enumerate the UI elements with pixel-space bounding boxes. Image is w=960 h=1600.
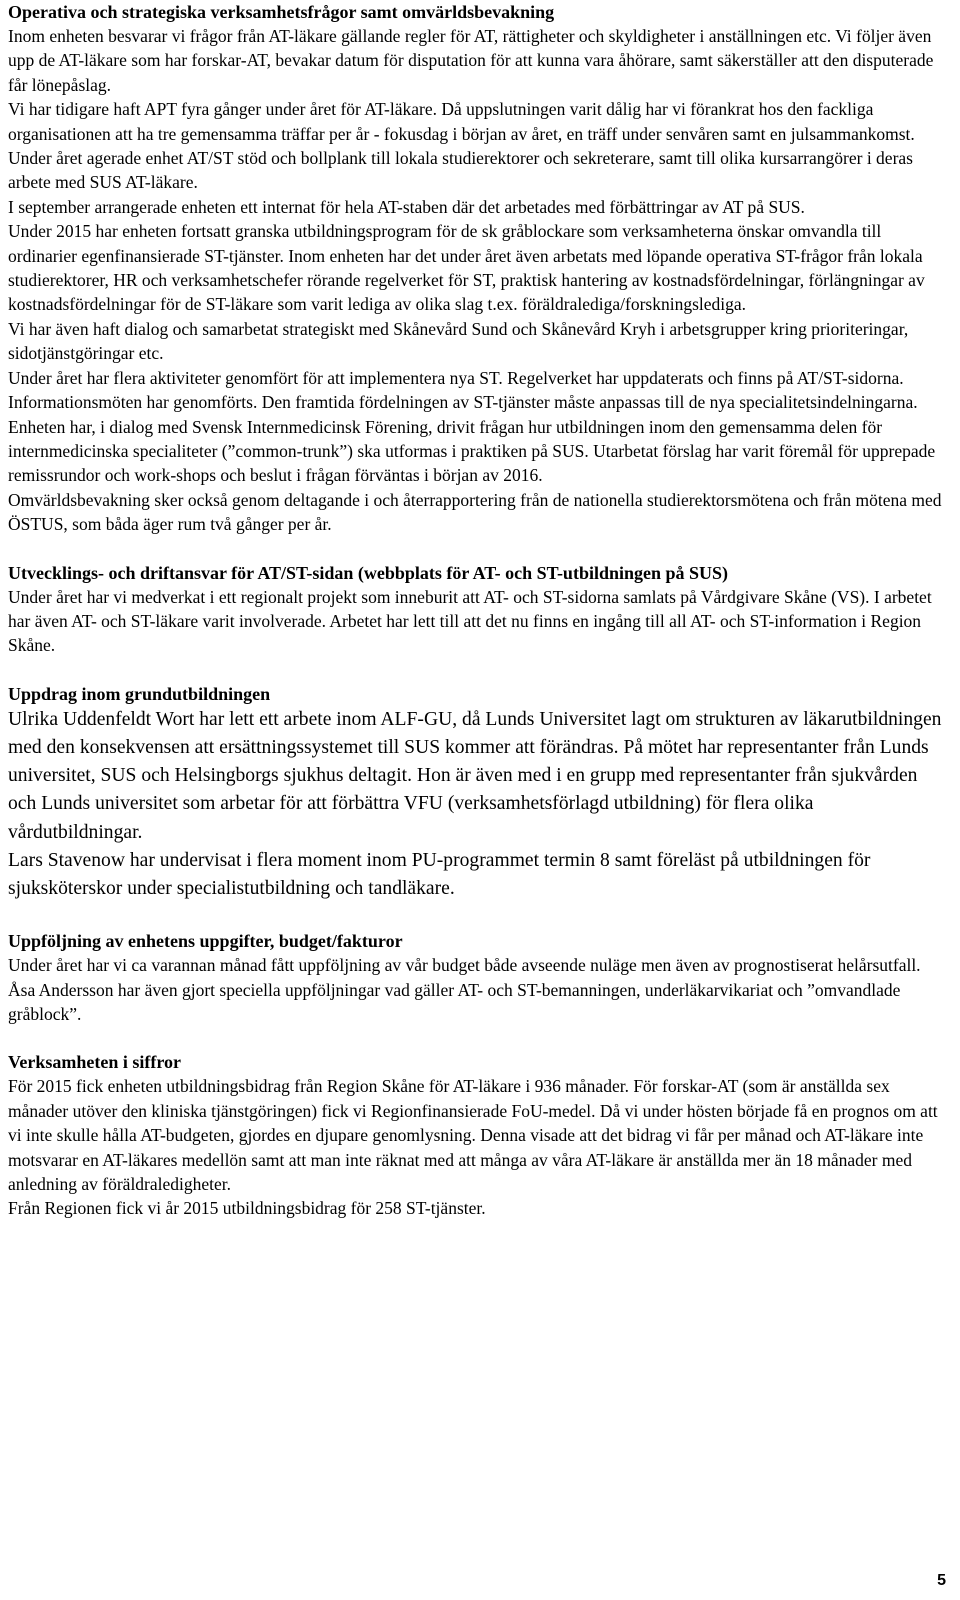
- section-utvecklings: [8, 561, 948, 658]
- paragraph: Under året har vi ca varannan månad fått uppföljning av vår budget både avseende nuläge men även av prognostiserat helårsutfall. Åsa Andersson har även gjort speciella uppföljningar vad gäller AT- och ST-bemanningen, underläkarvikariat och ”omvandlade gråblock”.: [8, 955, 921, 1024]
- paragraph: Lars Stavenow har undervisat i flera moment inom PU-programmet termin 8 samt föreläst på utbildningen för sjuksköterskor under specialistutbildning och tandläkare.: [8, 849, 871, 899]
- section-heading: Utvecklings- och driftansvar för AT/ST-sidan (webbplats för AT- och ST-utbildningen på SUS): [8, 562, 729, 583]
- paragraph: Ulrika Uddenfeldt Wort har lett ett arbete inom ALF-GU, då Lunds Universitet lagt om strukturen av läkarutbildningen med den konsekvensen att ersättningssystemet till SUS kommer att förändras. På mötet har representanter från Lunds universitet, SUS och Helsingborgs sjukhus deltagit. Hon är även med i en grupp med representanter från sjukvården och Lunds universitet som arbetar för att förbättra VFU (verksamhetsförlagd utbildning) för flera olika vårdutbildningar.: [8, 708, 942, 843]
- paragraph: Omvärldsbevakning sker också genom deltagande i och återrapportering från de nationella studierektorsmötena och från mötena med ÖSTUS, som båda äger rum två gånger per år.: [8, 489, 942, 535]
- paragraph: Under året har flera aktiviteter genomfört för att implementera nya ST. Regelverket har uppdaterats och finns på AT/ST-sidorna. Informationsmöten har genomförts. Den framtida fördelningen av ST-tjänster måste anpassas till de nya specialitetsindelningarna. Enheten har, i dialog med Svensk Internmedicinsk Förening, drivit frågan hur utbildningen inom den gemensamma delen för internmedicinska specialiteter (”common-trunk”) ska utformas i praktiken på SUS. Utarbetat förslag har varit föremål för upprepade remissrundor och work-shops och beslut i frågan förväntas i början av 2016.: [8, 367, 936, 486]
- paragraph: Under 2015 har enheten fortsatt granska utbildningsprogram för de sk gråblockare som verksamheterna önskar omvandla till ordinarier egenfinansierade ST-tjänster. Inom enheten har det under året även arbetats med löpande operativa ST-frågor från lokala studierektorer, HR och verksamhetschefer rörande regelverket för ST, praktisk hantering av kostnadsfördelningar, förlängningar av kostnadsfördelningar för de ST-läkare som varit lediga av olika slag t.ex. föräldralediga/forskningslediga.: [8, 221, 925, 315]
- paragraph: Under året agerade enhet AT/ST stöd och bollplank till lokala studierektorer och sekreterare, samt till olika kursarrangörer i deras arbete med SUS AT-läkare.: [8, 148, 913, 193]
- section-heading: Uppföljning av enhetens uppgifter, budget/fakturor: [8, 931, 403, 952]
- section-siffror: [8, 1050, 948, 1220]
- paragraph: Vi har även haft dialog och samarbetat strategiskt med Skånevård Sund och Skånevård Kryh i arbetsgrupper kring prioriteringar, sidotjänstgöringar etc.: [8, 318, 909, 364]
- paragraph: Inom enheten besvarar vi frågor från AT-läkare gällande regler för AT, rättigheter och skyldigheter i anställningen etc. Vi följer även upp de AT-läkare som har forskar-AT, bevakar datum för disputation för att kunna vara åhörare, samt säkerställer att den disputerade får lönepåslag.: [8, 26, 934, 95]
- section-heading: Verksamheten i siffror: [8, 1052, 181, 1073]
- section-grundutbildningen: [8, 682, 948, 903]
- page-number: 5: [937, 1572, 946, 1589]
- document-page: [8, 0, 948, 1221]
- paragraph: Från Regionen fick vi år 2015 utbildningsbidrag för 258 ST-tjänster.: [8, 1198, 486, 1219]
- paragraph: I september arrangerade enheten ett internat för hela AT-staben där det arbetades med förbättringar av AT på SUS.: [8, 196, 805, 217]
- section-uppfoljning: [8, 929, 948, 1026]
- paragraph: Under året har vi medverkat i ett regionalt projekt som inneburit att AT- och ST-sidorna samlats på Vårdgivare Skåne (VS). I arbetet har även AT- och ST-läkare varit involverade. Arbetet har lett till att det nu finns en ingång till all AT- och ST-information i Region Skåne.: [8, 586, 932, 656]
- section-heading: Operativa och strategiska verksamhetsfrågor samt omvärldsbevakning: [8, 2, 555, 22]
- section-heading: Uppdrag inom grundutbildningen: [8, 683, 271, 704]
- paragraph: För 2015 fick enheten utbildningsbidrag från Region Skåne för AT-läkare i 936 månader. För forskar-AT (som är anställda sex månader utöver den kliniska tjänstgöringen) fick vi Regionfinansierade FoU-medel. Då vi under hösten började få en prognos om att vi inte skulle hålla AT-budgeten, gjordes en djupare genomlysning. Denna visade att det bidrag vi får per månad och AT-läkare inte motsvarar en AT-läkares medellön samt att man inte räknat med att många av våra AT-läkare är anställda mer än 18 månader med anledning av föräldraledigheter.: [8, 1076, 938, 1195]
- section-operativa: [8, 0, 948, 537]
- paragraph: Vi har tidigare haft APT fyra gånger under året för AT-läkare. Då uppslutningen varit dålig har vi förankrat hos den fackliga organisationen att ha tre gemensamma träffar per år - fokusdag i början av året, en träff under senvåren samt en julsammankomst.: [8, 99, 915, 144]
